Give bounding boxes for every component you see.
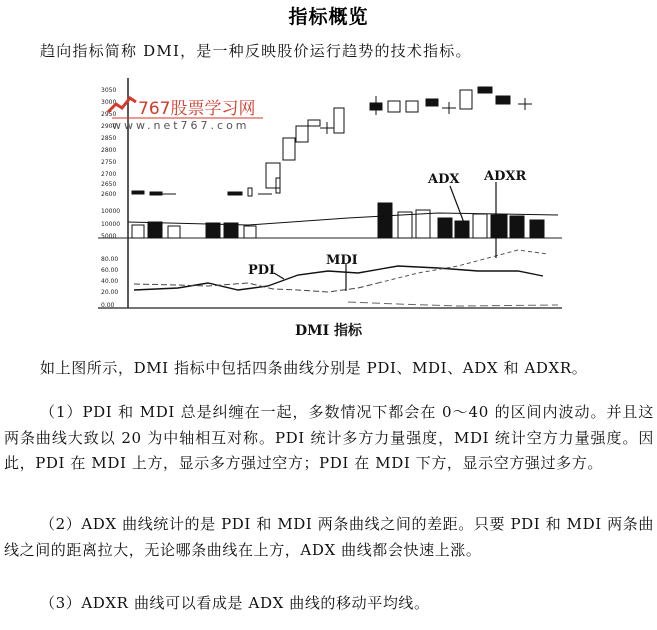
svg-text:2650: 2650: [101, 181, 117, 188]
paragraph-adx: （2）ADX 曲线统计的是 PDI 和 MDI 两条曲线之间的差距。只要 PDI 和 MDI 两条曲线之间的距离拉大，无论哪条曲线在上方，ADX 曲线都会快速上涨。: [4, 515, 654, 559]
svg-text:60.00: 60.00: [101, 267, 119, 274]
svg-text:20.00: 20.00: [101, 289, 119, 296]
svg-text:2900: 2900: [101, 123, 117, 130]
adxr-label: ADXR: [484, 169, 527, 184]
pdi-line: [134, 266, 543, 290]
svg-text:2950: 2950: [101, 111, 117, 118]
dmi-chart: [98, 78, 562, 312]
paragraph-overview: 如上图所示，DMI 指标中包括四条曲线分别是 PDI、MDI、ADX 和 ADXR。: [40, 359, 588, 377]
watermark-logo: [108, 98, 263, 132]
mdi-label: MDI: [326, 253, 358, 268]
svg-text:2850: 2850: [101, 135, 117, 142]
adxr-line: [348, 302, 558, 306]
svg-text:2600: 2600: [101, 191, 117, 198]
adx-label: ADX: [428, 172, 460, 187]
svg-text:2750: 2750: [101, 159, 117, 166]
svg-text:3050: 3050: [101, 87, 117, 94]
svg-text:10000: 10000: [101, 221, 121, 228]
paragraph-pdi-mdi: （1）PDI 和 MDI 总是纠缠在一起，多数情况下都会在 0～40 的区间内波动。并且这两条曲线大致以 20 为中轴相互对称。PDI 统计多方力量强度，MDI 统计空方力量强度。因此，PDI 在 MDI 上方，显示多方强过空方；PDI 在 MDI 下方，显示空方强过多方。: [4, 403, 654, 472]
page-title: 指标概览: [288, 6, 369, 28]
paragraph-adxr: （3）ADXR 曲线可以看成是 ADX 曲线的移动平均线。: [40, 594, 430, 612]
pdi-label: PDI: [248, 263, 276, 278]
svg-text:2700: 2700: [101, 171, 117, 178]
svg-text:10000: 10000: [101, 208, 121, 215]
svg-text:3000: 3000: [101, 99, 117, 106]
svg-text:2800: 2800: [101, 147, 117, 154]
figure-caption: DMI 指标: [294, 323, 363, 339]
svg-text:www.net767.com: www.net767.com: [112, 119, 250, 132]
svg-text:0.00: 0.00: [101, 302, 115, 309]
dmi-chart-figure: [98, 78, 562, 312]
intro-text: 趋向指标简称 DMI，是一种反映股价运行趋势的技术指标。: [40, 42, 472, 60]
svg-text:80.00: 80.00: [101, 256, 119, 263]
svg-text:767股票学习网: 767股票学习网: [138, 99, 256, 119]
volume-bars: [128, 203, 558, 238]
svg-text:40.00: 40.00: [101, 278, 119, 285]
svg-text:5000: 5000: [101, 233, 117, 240]
